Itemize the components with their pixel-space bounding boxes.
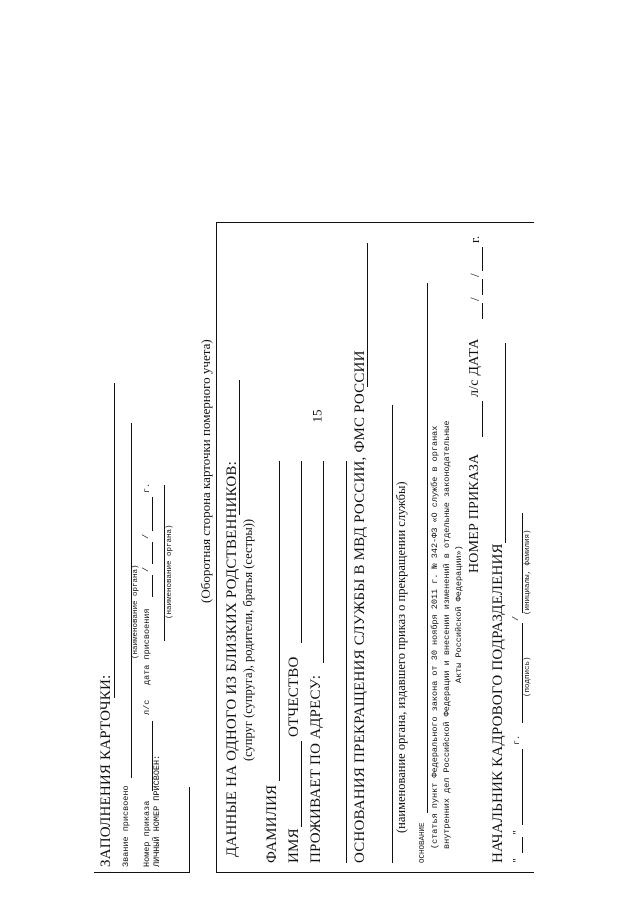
front-ls-mark: л/с [142,699,152,715]
assignment-slash-2: / [141,533,151,539]
surname-field [279,461,280,781]
law-line-1: (статья пункт Федерального закона от 30 ноября 2011 г. № 342-ФЗ «О службе в органах [430,425,440,849]
termination-caption: (наименование органа, издавшего приказ о прекращении службы) [394,481,408,833]
patronymic-label: ОТЧЕСТВО [286,656,302,737]
date-quote-open: " [512,857,522,863]
name-field [301,741,302,827]
initials-caption: (инициалы, фамилия) [524,529,532,615]
basis-field [427,283,428,813]
signature-field [522,623,523,723]
assignment-year-field [152,497,153,531]
org-name-caption-2: (наименование органа) [166,524,174,619]
ls-date-label: л/с ДАТА [467,338,482,397]
name-label: ИМЯ [286,828,302,863]
relatives-heading-field [239,380,240,515]
initials-field [522,513,523,613]
address-field-1 [323,461,324,663]
date-slash-1: / [467,297,482,301]
signature-caption: (подпись) [524,656,532,697]
date-quote-close: " [512,829,522,835]
signature-slash: / [511,615,521,621]
address-label: ПРОЖИВАЕТ ПО АДРЕСУ: [308,674,324,863]
rank-label: Звание присвоено [121,785,131,867]
back-frame-top [216,223,217,873]
termination-heading-field [367,243,368,387]
surname-label: ФАМИЛИЯ [264,784,280,863]
org-name-caption: (наименование органа) [132,564,140,659]
page-number: 15 [309,409,325,423]
law-line-3: Акты Российской Федерации») [454,545,464,683]
termination-heading: ОСНОВАНИЯ ПРЕКРАЩЕНИЯ СЛУЖБЫ В МВД РОССИИ, ФМС РОССИИ [352,350,368,863]
patronymic-field [301,461,302,643]
date-slash-2: / [467,273,482,277]
front-heading: ЗАПОЛНЕНИЯ КАРТОЧКИ: [98,674,114,867]
relatives-caption: (супруг (супруга), родители, братья (сестры)) [241,518,255,761]
back-frame-right [216,222,534,223]
assignment-slash-1: / [141,566,151,572]
address-field-2 [346,461,347,863]
assignment-date-label: дата присвоения [142,608,152,685]
front-heading-underline [114,383,115,698]
order-number-label: Номер приказа [142,800,152,867]
signature-month-field [522,749,523,825]
signature-day-field [522,837,523,853]
date-day-field [482,303,483,319]
relatives-heading: ДАННЫЕ НА ОДНОГО ИЗ БЛИЗКИХ РОДСТВЕННИКОВ: [224,461,240,857]
personal-number-label: ЛИЧНЫЙ НОМЕР ПРИСВОЕН: [152,754,162,867]
card-sheet [94,217,536,873]
assignment-month-field [152,542,153,564]
basis-label: ОСНОВАНИЕ [419,822,427,863]
signature-year-mark: г. [512,734,522,745]
back-order-number-field [482,401,483,437]
date-month-field [482,279,483,295]
front-frame-bottom [189,787,190,873]
back-order-number-label: НОМЕР ПРИКАЗА [467,453,482,573]
hr-head-label: НАЧАЛЬНИК КАДРОВОГО ПОДРАЗДЕЛЕНИЯ [490,543,506,863]
assignment-day-field [152,575,153,597]
back-year-mark: г. [467,235,482,243]
termination-org-field [392,405,393,863]
hr-head-field [505,343,506,543]
front-frame-left [94,872,189,873]
front-year-mark: г. [142,482,152,493]
law-line-2: внутренних дел Российской Федерации и внесении изменений в отдельные законодательные [442,420,452,849]
date-year-field [482,247,483,271]
back-frame-left [216,872,534,873]
back-side-title: (Оборотная сторона карточки померного учета) [198,339,213,603]
personal-number-field [164,485,165,641]
